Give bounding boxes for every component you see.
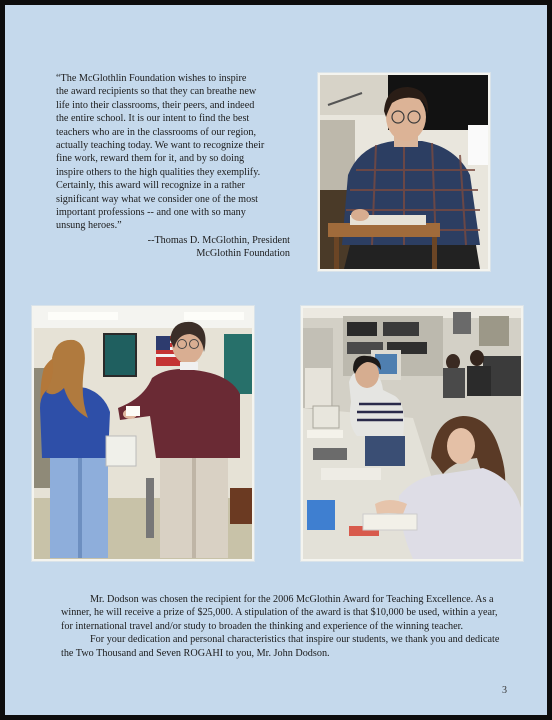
computer-lab-photo <box>301 306 523 561</box>
quote-text: “The McGlothlin Foundation wishes to inspire the award recipients so that they can breathe new life into their classrooms, their peers, and indeed the entire school. It is our intent to find the best teachers who are in the classrooms of our region, actually teaching today. We want to recognize their fine work, reward them for it, and by so doing inspire others to the high qualities they exemplify. Certainly, this award will recognize in a rather significant way what we consider one of the most important professions -- and one with so many unsung heroes.” <box>56 73 265 232</box>
award-caption <box>61 593 501 660</box>
foundation-quote <box>56 72 296 261</box>
caption-paragraph-dedication: For your dedication and personal characteristics that inspire our students, we thank you and dedicate the Two Thousand and Seven ROGAHI to you, Mr. John Dodson. <box>61 634 500 659</box>
award-presentation-photo <box>32 306 254 561</box>
quote-attribution: --Thomas D. McGlothin, President McGlothin Foundation <box>147 234 290 260</box>
caption-paragraph-award: Mr. Dodson was chosen the recipient for the 2006 McGlothin Award for Teaching Excellence. As a winner, he will receive a prize of $25,000. A stipulation of the award is that $10,000 be used, within a year, for international travel and/or study to broaden the thinking and experience of the winning teacher. <box>61 594 498 632</box>
yearbook-page <box>5 5 547 715</box>
teacher-portrait-photo <box>318 73 490 271</box>
page-number: 3 <box>502 685 507 696</box>
